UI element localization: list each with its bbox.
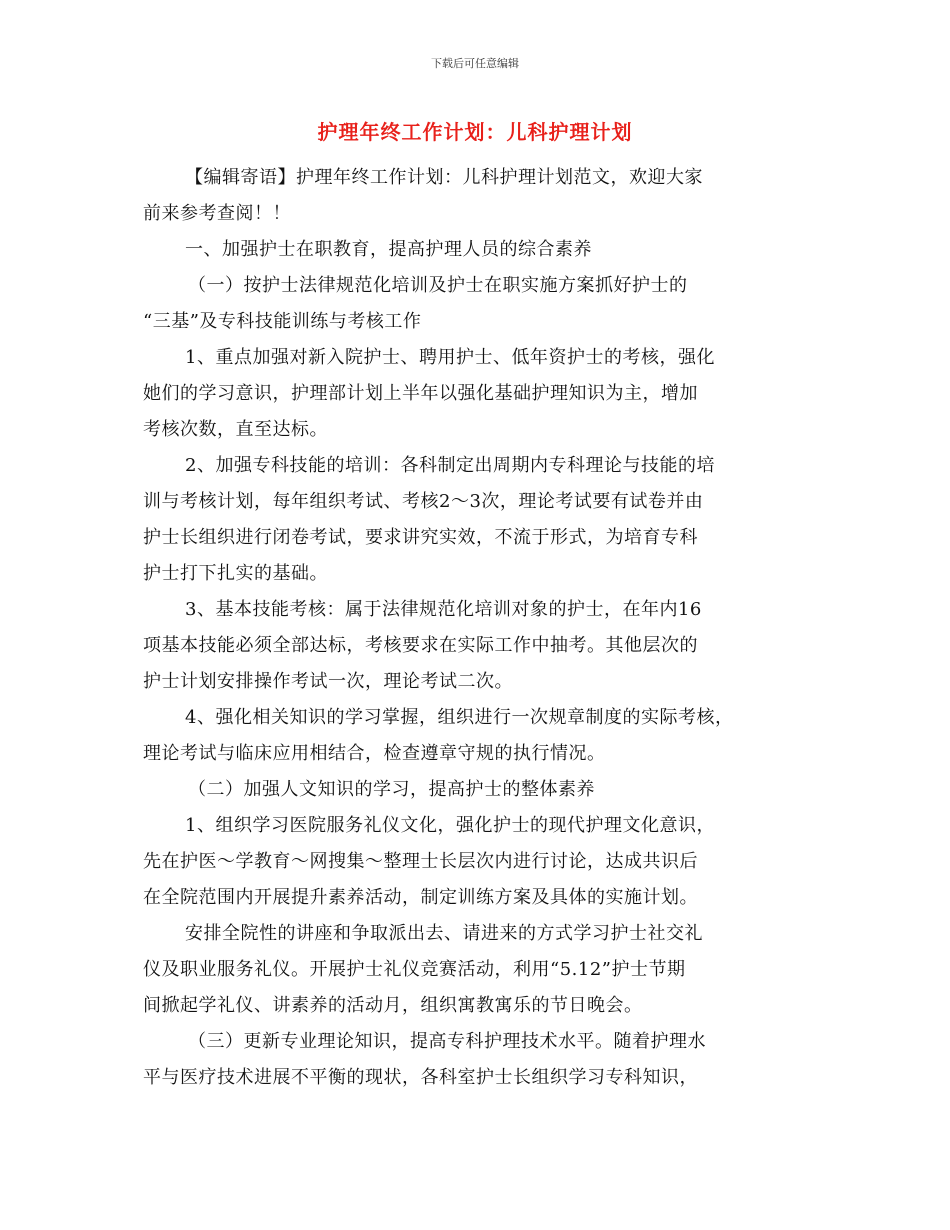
paragraph-line: 3、基本技能考核：属于法律规范化培训对象的护士，在年内16 — [185, 599, 702, 620]
paragraph-line: 项基本技能必须全部达标，考核要求在实际工作中抽考。其他层次的 — [143, 635, 698, 656]
document-title: 护理年终工作计划：儿科护理计划 — [317, 120, 633, 144]
document-body — [143, 160, 843, 1096]
paragraph-line: 1、组织学习医院服务礼仪文化，强化护士的现代护理文化意识， — [185, 815, 715, 836]
paragraph-line: 仪及职业服务礼仪。开展护士礼仪竞赛活动，利用“5.12”护士节期 — [143, 959, 686, 980]
paragraph-line: 考核次数，直至达标。 — [143, 419, 328, 440]
paragraph-line: 训与考核计划，每年组织考试、考核2～3次，理论考试要有试卷并由 — [143, 491, 704, 512]
paragraph-line: 先在护医～学教育～网搜集～整理士长层次内进行讨论，达成共识后 — [143, 851, 698, 872]
paragraph-line: 理论考试与临床应用相结合，检查遵章守规的执行情况。 — [143, 743, 606, 764]
paragraph-line: 【编辑寄语】护理年终工作计划：儿科护理计划范文，欢迎大家 — [185, 167, 703, 188]
paragraph-line: 安排全院性的讲座和争取派出去、请进来的方式学习护士社交礼 — [185, 923, 703, 944]
paragraph-line: （三）更新专业理论知识，提高专科护理技术水平。随着护理水 — [188, 1031, 706, 1052]
paragraph-line: “三基”及专科技能训练与考核工作 — [143, 311, 422, 332]
paragraph-line: 在全院范围内开展提升素养活动，制定训练方案及具体的实施计划。 — [143, 887, 698, 908]
paragraph-line: 护士打下扎实的基础。 — [143, 563, 328, 584]
paragraph-line: 平与医疗技术进展不平衡的现状，各科室护士长组织学习专科知识， — [143, 1067, 698, 1088]
paragraph-line: （一）按护士法律规范化培训及护士在职实施方案抓好护士的 — [188, 275, 688, 296]
paragraph-line: 她们的学习意识，护理部计划上半年以强化基础护理知识为主，增加 — [143, 383, 698, 404]
paragraph-line: 前来参考查阅！！ — [143, 203, 291, 224]
paragraph-line: 间掀起学礼仪、讲素养的活动月，组织寓教寓乐的节日晚会。 — [143, 995, 643, 1016]
paragraph-line: 4、强化相关知识的学习掌握，组织进行一次规章制度的实际考核， — [185, 707, 734, 728]
paragraph-line: （二）加强人文知识的学习，提高护士的整体素养 — [188, 779, 595, 800]
page-header-note: 下载后可任意编辑 — [431, 57, 519, 70]
paragraph-line: 1、重点加强对新入院护士、聘用护士、低年资护士的考核，强化 — [185, 347, 715, 368]
paragraph-line: 一、加强护士在职教育，提高护理人员的综合素养 — [185, 239, 592, 260]
paragraph-line: 护士长组织进行闭卷考试，要求讲究实效，不流于形式，为培育专科 — [143, 527, 698, 548]
paragraph-line: 2、加强专科技能的培训：各科制定出周期内专科理论与技能的培 — [185, 455, 715, 476]
paragraph-line: 护士计划安排操作考试一次，理论考试二次。 — [143, 671, 513, 692]
